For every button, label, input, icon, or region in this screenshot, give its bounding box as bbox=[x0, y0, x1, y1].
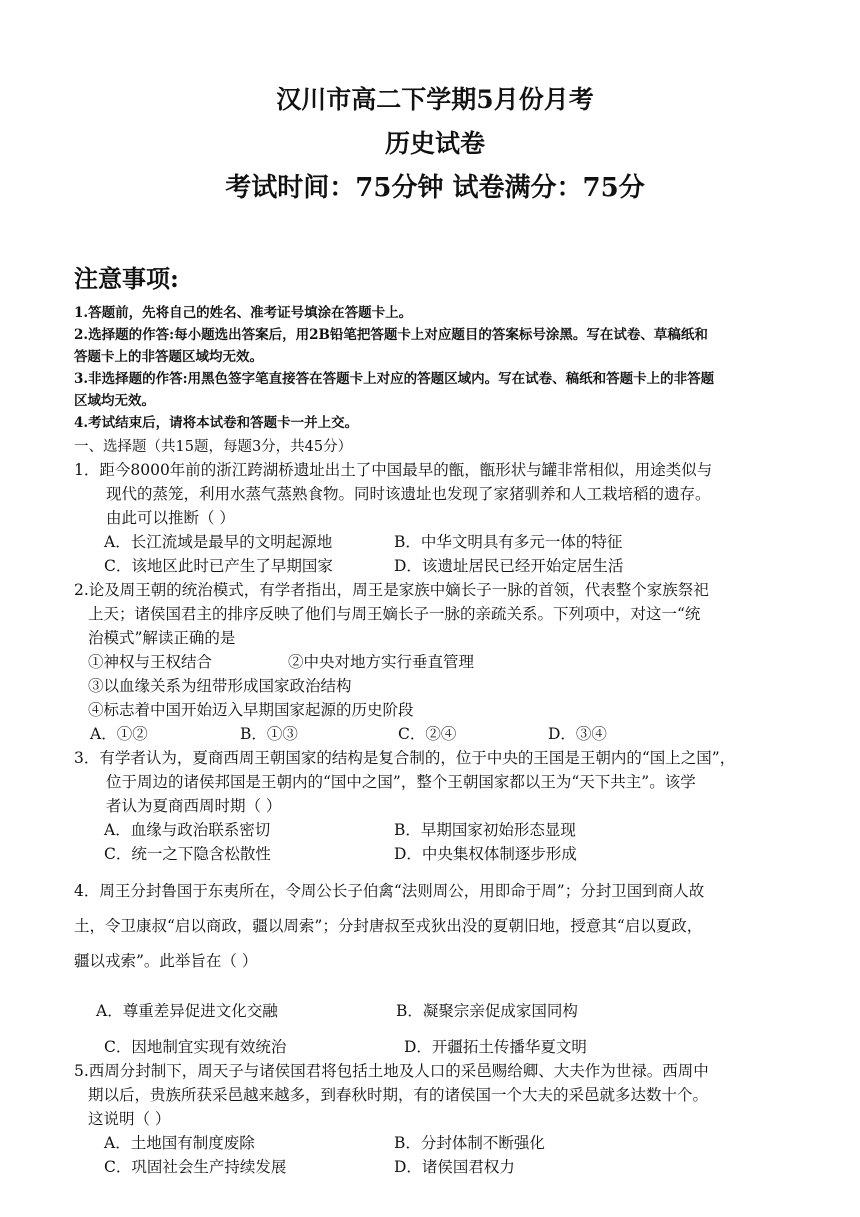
option-b: B．凝聚宗亲促成家国同构 bbox=[396, 1002, 578, 1020]
question-1 bbox=[74, 458, 796, 530]
question-3-options bbox=[74, 818, 796, 866]
option-b: B．①③ bbox=[240, 725, 298, 743]
exam-time-score: 考试时间：75分钟 试卷满分：75分 bbox=[225, 173, 645, 203]
question-4-options-row-1 bbox=[74, 999, 796, 1023]
option-a: A．尊重差异促进文化交融 bbox=[96, 1002, 278, 1020]
option-a: A．土地国有制度废除 bbox=[104, 1134, 255, 1152]
option-a: A．长江流域是最早的文明起源地 bbox=[104, 533, 333, 551]
notice-item: 1.答题前，先将自己的姓名、准考证号填涂在答题卡上。 bbox=[74, 305, 413, 321]
statement-4: ④标志着中国开始迈入早期国家起源的历史阶段 bbox=[88, 701, 414, 719]
question-5 bbox=[74, 1059, 796, 1131]
option-c: C．巩固社会生产持续发展 bbox=[104, 1158, 287, 1176]
statement-2: ②中央对地方实行垂直管理 bbox=[288, 653, 475, 671]
question-5-options bbox=[74, 1131, 796, 1179]
statement-3: ③以血缘关系为纽带形成国家政治结构 bbox=[88, 677, 352, 695]
question-2-options bbox=[74, 722, 796, 746]
option-a: A．血缘与政治联系密切 bbox=[104, 821, 271, 839]
option-b: B．分封体制不断强化 bbox=[394, 1134, 545, 1152]
question-1-line: 现代的蒸笼，利用水蒸气蒸熟食物。同时该遗址也发现了家猪驯养和人工栽培稻的遗存。 bbox=[106, 485, 711, 503]
exam-title: 汉川市高二下学期5月份月考 bbox=[276, 85, 594, 114]
option-d: D．③④ bbox=[548, 725, 607, 743]
notice-heading: 注意事项: bbox=[74, 264, 179, 293]
question-3-line: 者认为夏商西周时期（ ） bbox=[106, 797, 282, 815]
question-4-line: 土，令卫康叔“启以商政，疆以周索”；分封唐叔至戎狄出没的夏朝旧地，授意其“启以夏政， bbox=[74, 917, 703, 935]
notice-item: 3.非选择题的作答:用黑色签字笔直接答在答题卡上对应的答题区域内。写在试卷、稿纸和答题卡上的非答题 bbox=[74, 371, 715, 387]
option-c: C．因地制宜实现有效统治 bbox=[104, 1038, 287, 1056]
exam-subject: 历史试卷 bbox=[384, 129, 485, 158]
option-d: D．诸侯国君权力 bbox=[394, 1158, 515, 1176]
option-c: C．该地区此时已产生了早期国家 bbox=[104, 557, 333, 575]
question-4-line: 4．周王分封鲁国于东夷所在，令周公长子伯禽“法则周公，用即命于周”；分封卫国到商人故 bbox=[74, 882, 705, 900]
question-2-line: 治模式”解读正确的是 bbox=[88, 629, 236, 647]
notice-item: 区域均无效。 bbox=[74, 393, 155, 409]
question-2-line: 上天；诸侯国君主的排序反映了他们与周王嫡长子一脉的亲疏关系。下列项中，对这一“统 bbox=[88, 605, 701, 623]
option-d: D．该遗址居民已经开始定居生活 bbox=[394, 557, 624, 575]
notice-item: 答题卡上的非答题区域均无效。 bbox=[74, 349, 263, 365]
option-c: C．统一之下隐含松散性 bbox=[104, 845, 271, 863]
question-2-items-row bbox=[74, 650, 796, 674]
option-d: D．中央集权体制逐步形成 bbox=[394, 845, 577, 863]
section-heading: 一、选择题（共15题，每题3分，共45分） bbox=[74, 439, 353, 455]
question-2-line: 2.论及周王朝的统治模式，有学者指出，周王是家族中嫡长子一脉的首领，代表整个家族祭祀 bbox=[74, 581, 709, 599]
question-3-line: 3．有学者认为，夏商西周王朝国家的结构是复合制的，位于中央的王国是王朝内的“国上之国”， bbox=[74, 749, 736, 767]
option-d: D．开疆拓土传播华夏文明 bbox=[404, 1038, 587, 1056]
question-5-line: 期以后，贵族所获采邑越来越多，到春秋时期，有的诸侯国一个大夫的采邑就多达数十个。 bbox=[88, 1086, 709, 1104]
question-3-line: 位于周边的诸侯邦国是王朝内的“国中之国”，整个王朝国家都以王为“天下共主”。该学 bbox=[106, 773, 696, 791]
question-4-line: 疆以戎索”。此举旨在（ ） bbox=[74, 952, 258, 970]
notice-item: 2.选择题的作答:每小题选出答案后，用2B铅笔把答题卡上对应题目的答案标号涂黑。写在试卷、草稿纸和 bbox=[74, 327, 708, 343]
question-1-line: 1．距今8000年前的浙江跨湖桥遗址出土了中国最早的甑，甑形状与罐非常相似，用途类似与 bbox=[74, 461, 713, 479]
question-1-line: 由此可以推断（ ） bbox=[106, 509, 235, 527]
question-5-line: 5.西周分封制下，周天子与诸侯国君将包括土地及人口的采邑赐给卿、大夫作为世禄。西周中 bbox=[74, 1062, 709, 1080]
question-4-options-row-2 bbox=[74, 1035, 796, 1059]
question-5-line: 这说明（ ） bbox=[88, 1110, 171, 1128]
question-4 bbox=[74, 874, 796, 979]
option-c: C．②④ bbox=[398, 725, 457, 743]
question-2 bbox=[74, 578, 796, 650]
question-1-options bbox=[74, 530, 796, 578]
option-a: A．①② bbox=[90, 725, 148, 743]
notice-item: 4.考试结束后，请将本试卷和答题卡一并上交。 bbox=[74, 415, 359, 431]
question-3 bbox=[74, 746, 796, 818]
statement-1: ①神权与王权结合 bbox=[88, 653, 213, 671]
option-b: B．早期国家初始形态显现 bbox=[394, 821, 576, 839]
option-b: B．中华文明具有多元一体的特征 bbox=[394, 533, 623, 551]
